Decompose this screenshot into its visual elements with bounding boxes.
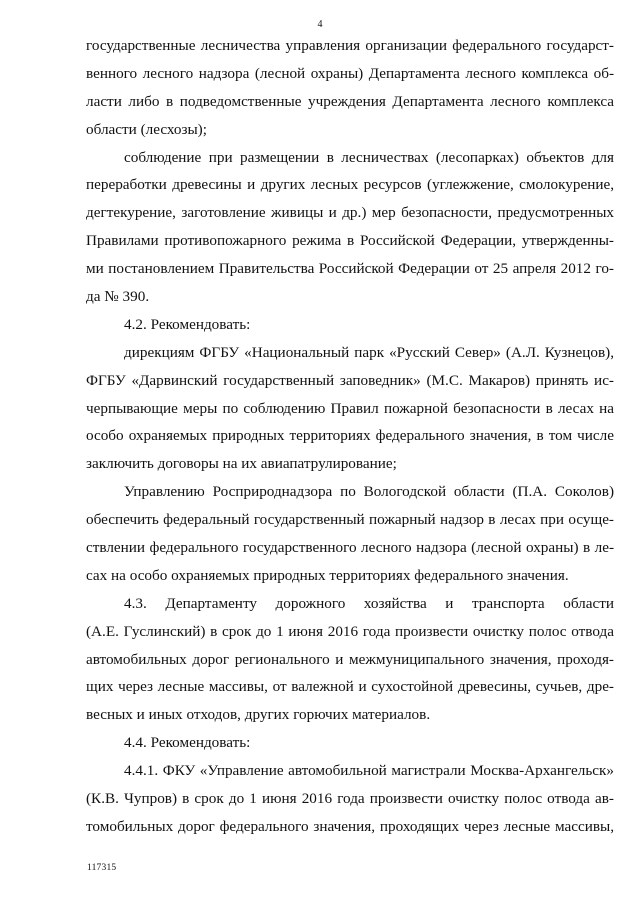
text-line: 4.2. Рекомендовать: bbox=[124, 315, 251, 333]
text-line: ствлении федерального государственного лесного надзора (лесной охраны) в ле- bbox=[86, 539, 614, 557]
text-line: венного лесного надзора (лесной охраны) Департамента лесного комплекса об- bbox=[86, 64, 614, 82]
text-line: области (лесхозы); bbox=[86, 120, 207, 138]
text-line: щих через лесные массивы, от валежной и сухостойной древесины, сучьев, дре- bbox=[86, 678, 614, 696]
document-code: 117315 bbox=[87, 863, 117, 873]
text-line: 4.4.1. ФКУ «Управление автомобильной магистрали Москва-Архангельск» bbox=[124, 762, 614, 780]
text-line: дегтекурение, заготовление живицы и др.) мер безопасности, предусмотренных bbox=[86, 204, 614, 222]
text-line: томобильных дорог федерального значения, проходящих через лесные массивы, bbox=[86, 817, 614, 835]
text-line: 4.4. Рекомендовать: bbox=[124, 734, 251, 752]
text-line: Правилами противопожарного режима в Российской Федерации, утвержденны- bbox=[86, 232, 614, 250]
text-line: Управлению Росприроднадзора по Вологодской области (П.А. Соколов) bbox=[124, 483, 614, 501]
text-line: особо охраняемых природных территориях федерального значения, в том числе bbox=[86, 427, 614, 445]
text-line: черпывающие меры по соблюдению Правил пожарной безопасности в лесах на bbox=[86, 399, 614, 417]
text-line: государственные лесничества управления организации федерального государст- bbox=[86, 37, 614, 54]
text-line: обеспечить федеральный государственный пожарный надзор в лесах при осуще- bbox=[86, 511, 614, 529]
text-line: соблюдение при размещении в лесничествах (лесопарках) объектов для bbox=[124, 148, 614, 166]
text-line: (К.В. Чупров) в срок до 1 июня 2016 года произвести очистку полос отвода ав- bbox=[86, 790, 614, 808]
document-body bbox=[86, 32, 614, 841]
text-line: (А.Е. Гуслинский) в срок до 1 июня 2016 года произвести очистку полос отвода bbox=[86, 622, 614, 640]
text-line: да № 390. bbox=[86, 288, 150, 306]
text-line: заключить договоры на их авиапатрулирование; bbox=[86, 455, 397, 473]
text-line: весных и иных отходов, других горючих материалов. bbox=[86, 706, 431, 724]
text-line: переработки древесины и других лесных ресурсов (углежжение, смолокурение, bbox=[86, 176, 614, 194]
page-number: 4 bbox=[317, 19, 323, 30]
text-line: 4.3. Департаменту дорожного хозяйства и транспорта области bbox=[124, 594, 614, 612]
text-line: ФГБУ «Дарвинский государственный заповедник» (М.С. Макаров) принять ис- bbox=[86, 371, 614, 389]
text-line: дирекциям ФГБУ «Национальный парк «Русский Север» (А.Л. Кузнецов), bbox=[124, 343, 614, 361]
text-line: сах на особо охраняемых природных территориях федерального значения. bbox=[86, 566, 569, 584]
text-line: ласти либо в подведомственные учреждения Департамента лесного комплекса bbox=[86, 92, 614, 110]
text-line: ми постановлением Правительства Российской Федерации от 25 апреля 2012 го- bbox=[86, 260, 614, 278]
text-line: автомобильных дорог регионального и межмуниципального значения, проходя- bbox=[86, 650, 614, 668]
